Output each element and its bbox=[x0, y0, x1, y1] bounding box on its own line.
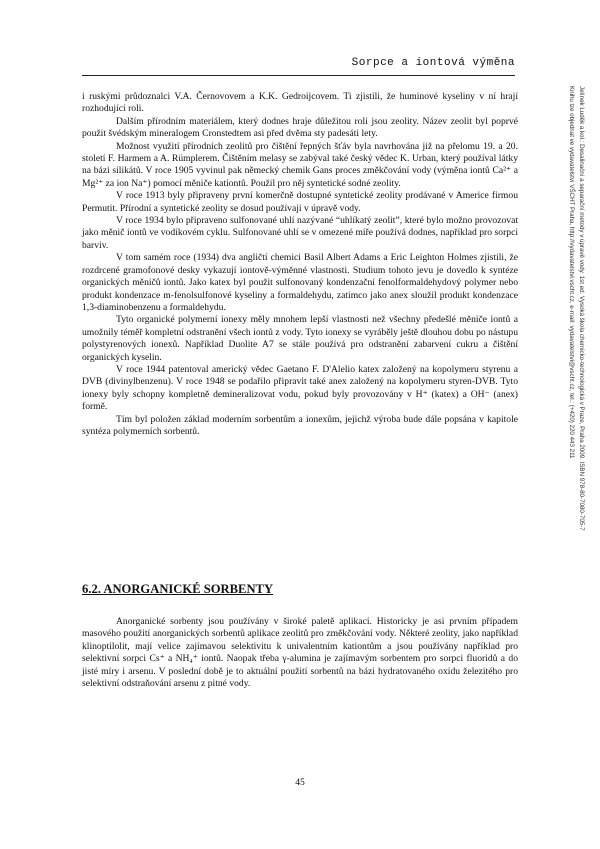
paragraph: Možnost využití přírodních zeolitů pro čištění řepných šťáv byla navrhována již na přelomu 19. a 20. století F. Harmem a A. Rümplerem. Čištěním melasy se zabýval také český vědec K. Urban, který používal látky na bázi silikátů. V roce 1905 vyvinul pak německý chemik Gans proces změkčování vody (výměna iontů Ca²⁺ a Mg²⁺ za ion Na⁺) pomocí měniče kationtů. Použil pro něj syntetické sodné zeolity. bbox=[82, 140, 518, 189]
paragraph: Tím byl položen základ moderním sorbentům a ionexům, jejichž výroba bude dále popsána v kapitole syntéza polymerních sorbentů. bbox=[82, 413, 518, 437]
citation-line: Jelínek Luděk a kol.: Desalinační a separační metody v úpravě vody. 1st ed. Vysoká škola chemicko-technologická v Praze, Praha 2009. ISBN 978-80-7080-705-7 bbox=[578, 86, 585, 531]
running-header bbox=[82, 57, 515, 76]
body-text bbox=[82, 91, 518, 438]
paragraph: Anorganické sorbenty jsou používány v široké paletě aplikací. Historicky je asi prvním případem masového použití anorganických sorbentů aplikace zeolitů pro změkčování vody. Některé zeolity, jako například klinoptilolit, mají velice zajímavou selektivitu k univalentním kationtům a jsou používány například pro selektivní sorpci Cs⁺ a NH₄⁺ iontů. Naopak třeba γ-alumina je zajímavým sorbentem pro sorpci fluoridů a do jisté míry i arsenu. V poslední době je to aktuální použití sorbentů na bázi hydratovaného oxidu železitého pro selektivní odstraňování arsenu z pitné vody. bbox=[82, 616, 518, 690]
paragraph: V roce 1913 byly připraveny první komerčně dostupné syntetické zeolity prodávané v Americe firmou Permutit. Přírodní a syntetické zeolity se dosud používají v úpravě vody. bbox=[82, 190, 518, 214]
paragraph: i ruskými průdoznalci V.A. Černovovem a K.K. Gedroijcovem. Ti zjistili, že huminové kyseliny v ní hrají rozhodující roli. bbox=[82, 91, 518, 115]
section-text bbox=[82, 616, 518, 690]
running-head-title: Sorpce a iontová výměna bbox=[351, 57, 515, 69]
paragraph: V tom samém roce (1934) dva angličtí chemici Basil Albert Adams a Eric Leighton Holmes zjistili, že rozdrcené gramofonové desky vykazují iontově-výměnné vlastnosti. Studium tohoto jevu je dovedlo k syntéze organických měničů iontů. Jako katex byl použit sulfonovaný kondenzační fenolformaldehydový polymer nebo produkt kondenzace m-fenolsulfonové kyseliny a formaldehydu, zatímco jako anex sloužil produkt kondenzace 1,3-diaminobenzenu a formaldehydu. bbox=[82, 252, 518, 313]
section-heading: 6.2. ANORGANICKÉ SORBENTY bbox=[82, 582, 274, 596]
paragraph: Tyto organické polymerní ionexy měly mnohem lepší vlastnosti než všechny předešlé měniče iontů a umožnily téměř kompletní odstranění všech iontů z vody. Tyto ionexy se vyráběly ještě dlouhou dobu po nástupu polystyrenových ionexů. Například Duolite A7 se stále používá pro odstranění zabarvení cukru a čištění organických kyselin. bbox=[82, 314, 518, 363]
paragraph: Dalším přírodním materiálem, který dodnes hraje důležitou roli jsou zeolity. Název zeolit byl poprvé použit švédským mineralogem Cronstedtem asi před dvěma sty padesáti lety. bbox=[82, 115, 518, 140]
side-citation-note bbox=[567, 86, 586, 616]
paragraph: V roce 1944 patentoval americký vědec Gaetano F. D'Alelio katex založený na kopolymeru styrenu a DVB (divinylbenzenu). V roce 1948 se podařilo připravit také anex založený na kopolymeru styren-DVB. Tyto ionexy byly schopny kompletně demineralizovat vodu, pokud byly provozovány v H⁺ (katex) a OH⁻ (anex) formě. bbox=[82, 363, 518, 413]
page-number: 45 bbox=[295, 777, 305, 788]
citation-line: Knihu lze objednat ve vydavatelství VŠCHT Praha, http://vydavatelstvi.vscht.cz, e-mail: vydavatelstvi@vscht.cz, tel.: (+420) 220 443 211 bbox=[568, 86, 576, 459]
paragraph: V roce 1934 bylo připraveno sulfonované uhlí nazývané “uhlíkatý zeolit”, které bylo možno provozovat jako měnič iontů ve vodíkovém cyklu. Sulfonované uhlí se v omezené míře používá dodnes, například pro sorpci barviv. bbox=[82, 215, 518, 251]
